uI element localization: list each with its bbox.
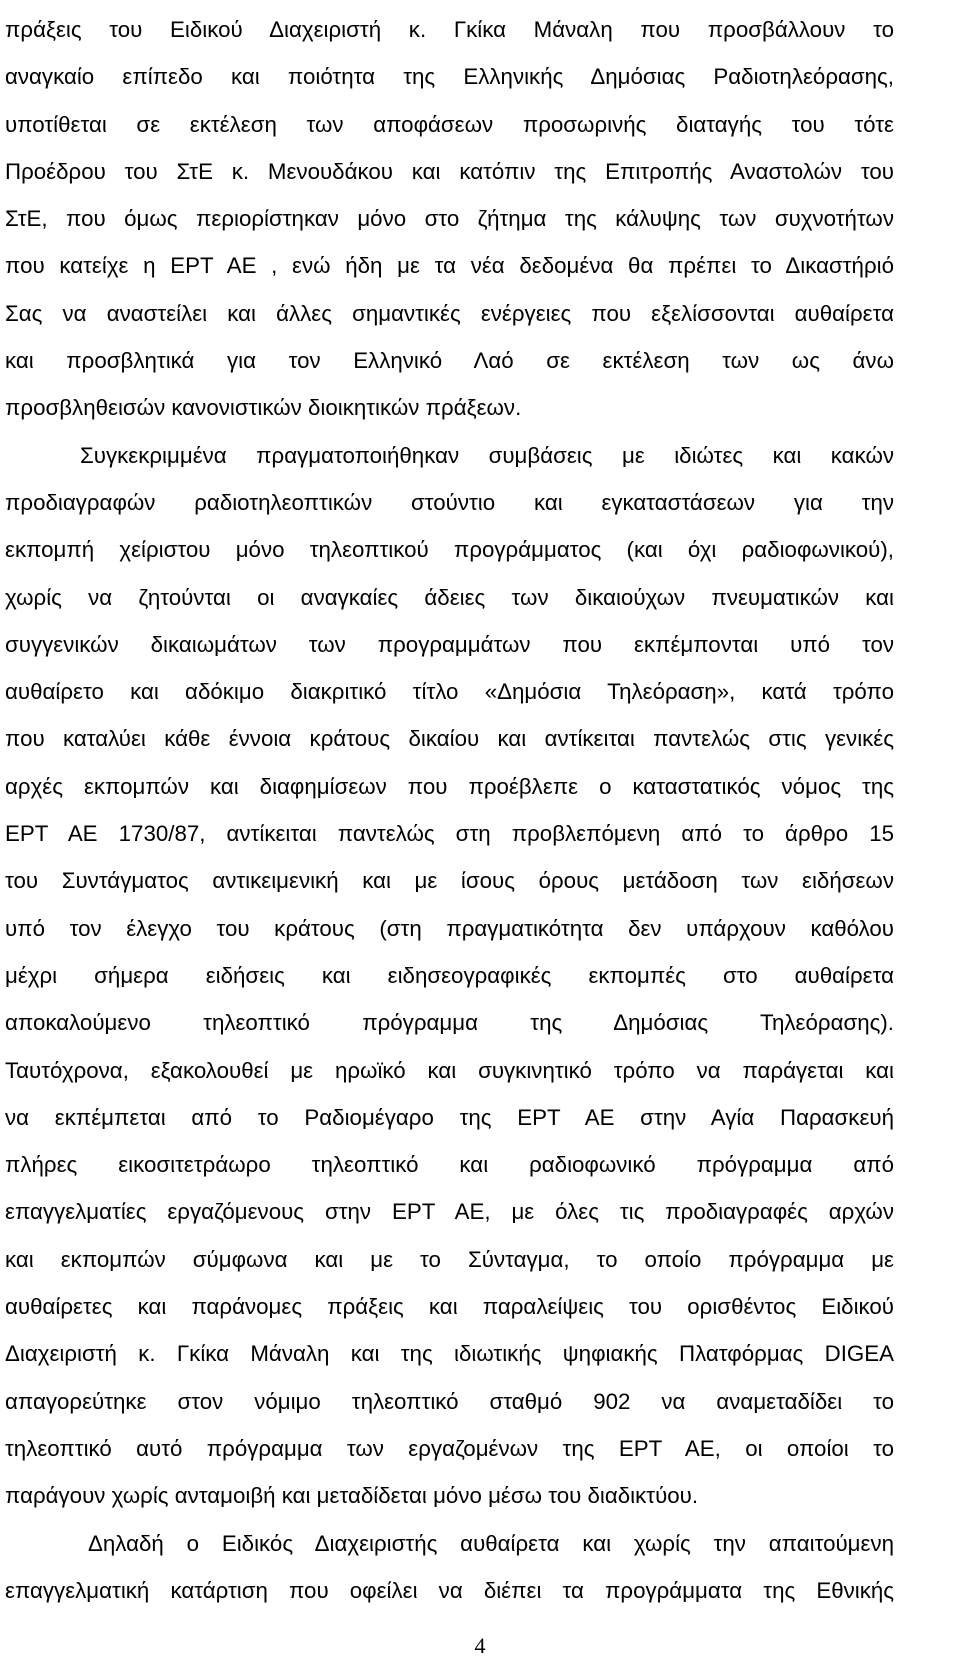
text-line: να εκπέμπεται από το Ραδιομέγαρο της ΕΡΤ ΑΕ στην Αγία Παρασκευή: [5, 1104, 894, 1130]
text-line: πράξεις του Ειδικού Διαχειριστή κ. Γκίκα Μάναλη που προσβάλλουν το: [5, 17, 894, 42]
page-number: 4: [474, 1633, 486, 1658]
text-line: συγγενικών δικαιωμάτων των προγραμμάτων που εκπέμπονται υπό τον: [5, 631, 894, 657]
text-line: απαγορεύτηκε στον νόμιμο τηλεοπτικό σταθμό 902 να αναμεταδίδει το: [5, 1388, 894, 1414]
text-line: Συγκεκριμμένα πραγματοποιήθηκαν συμβάσεις με ιδιώτες και κακών: [80, 442, 894, 468]
text-line: και εκπομπών σύμφωνα και με το Σύνταγμα, το οποίο πρόγραμμα με: [5, 1246, 894, 1272]
text-line: Σας να αναστείλει και άλλες σημαντικές ενέργειες που εξελίσσονται αυθαίρετα: [5, 300, 894, 326]
text-line: Διαχειριστή κ. Γκίκα Μάναλη και της ιδιωτικής ψηφιακής Πλατφόρμας DIGEA: [5, 1341, 894, 1367]
text-line: και προσβλητικά για τον Ελληνικό Λαό σε εκτέλεση των ως άνω: [5, 348, 894, 374]
text-line: αποκαλούμενο τηλεοπτικό πρόγραμμα της Δημόσιας Τηλεόρασης).: [5, 1010, 894, 1036]
text-line: Δηλαδή ο Ειδικός Διαχειριστής αυθαίρετα και χωρίς την απαιτούμενη: [88, 1530, 894, 1556]
text-line: Ταυτόχρονα, εξακολουθεί με ηρωϊκό και συγκινητικό τρόπο να παράγεται και: [5, 1057, 894, 1083]
text-line: παράγουν χωρίς ανταμοιβή και μεταδίδεται μόνο μέσω του διαδικτύου.: [5, 1483, 699, 1509]
text-line: εκπομπή χείριστου μόνο τηλεοπτικού προγράμματος (και όχι ραδιοφωνικού),: [5, 537, 894, 563]
text-line: αναγκαίο επίπεδο και ποιότητα της Ελληνικής Δημόσιας Ραδιοτηλεόρασης,: [5, 64, 894, 90]
text-line: υποτίθεται σε εκτέλεση των αποφάσεων προσωρινής διαταγής του τότε: [5, 111, 894, 137]
text-line: του Συντάγματος αντικειμενική και με ίσους όρους μετάδοση των ειδήσεων: [5, 868, 894, 894]
text-line: Προέδρου του ΣτΕ κ. Μενουδάκου και κατόπιν της Επιτροπής Αναστολών του: [5, 158, 894, 184]
text-line: χωρίς να ζητούνται οι αναγκαίες άδειες των δικαιούχων πνευματικών και: [5, 584, 894, 610]
text-line: αυθαίρετες και παράνομες πράξεις και παραλείψεις του ορισθέντος Ειδικού: [5, 1294, 894, 1320]
text-line: υπό τον έλεγχο του κράτους (στη πραγματικότητα δεν υπάρχουν καθόλου: [5, 915, 894, 941]
text-line: επαγγελματίες εργαζόμενους στην ΕΡΤ ΑΕ, με όλες τις προδιαγραφές αρχών: [5, 1199, 894, 1225]
text-line: μέχρι σήμερα ειδήσεις και ειδησεογραφικές εκπομπές στο αυθαίρετα: [5, 962, 894, 988]
text-line: αρχές εκπομπών και διαφημίσεων που προέβλεπε ο καταστατικός νόμος της: [5, 773, 894, 799]
text-line: αυθαίρετο και αδόκιμο διακριτικό τίτλο «Δημόσια Τηλεόραση», κατά τρόπο: [5, 679, 894, 705]
text-line: προδιαγραφών ραδιοτηλεοπτικών στούντιο και εγκαταστάσεων για την: [5, 489, 894, 515]
text-line: πλήρες εικοσιτετράωρο τηλεοπτικό και ραδιοφωνικό πρόγραμμα από: [5, 1152, 894, 1178]
text-line: προσβληθεισών κανονιστικών διοικητικών πράξεων.: [5, 395, 522, 421]
text-line: ΣτΕ, που όμως περιορίστηκαν μόνο στο ζήτημα της κάλυψης των συχνοτήτων: [5, 206, 894, 232]
text-line: ΕΡΤ ΑΕ 1730/87, αντίκειται παντελώς στη προβλεπόμενη από το άρθρο 15: [5, 821, 894, 847]
body-text: [5, 6, 894, 1614]
text-line: επαγγελματική κατάρτιση που οφείλει να διέπει τα προγράμματα της Εθνικής: [5, 1577, 894, 1603]
text-line: που καταλύει κάθε έννοια κράτους δικαίου και αντίκειται παντελώς στις γενικές: [5, 726, 894, 752]
text-line: που κατείχε η ΕΡΤ ΑΕ , ενώ ήδη με τα νέα δεδομένα θα πρέπει το Δικαστήριό: [5, 253, 894, 279]
text-line: τηλεοπτικό αυτό πρόγραμμα των εργαζομένων της ΕΡΤ ΑΕ, οι οποίοι το: [5, 1435, 894, 1461]
